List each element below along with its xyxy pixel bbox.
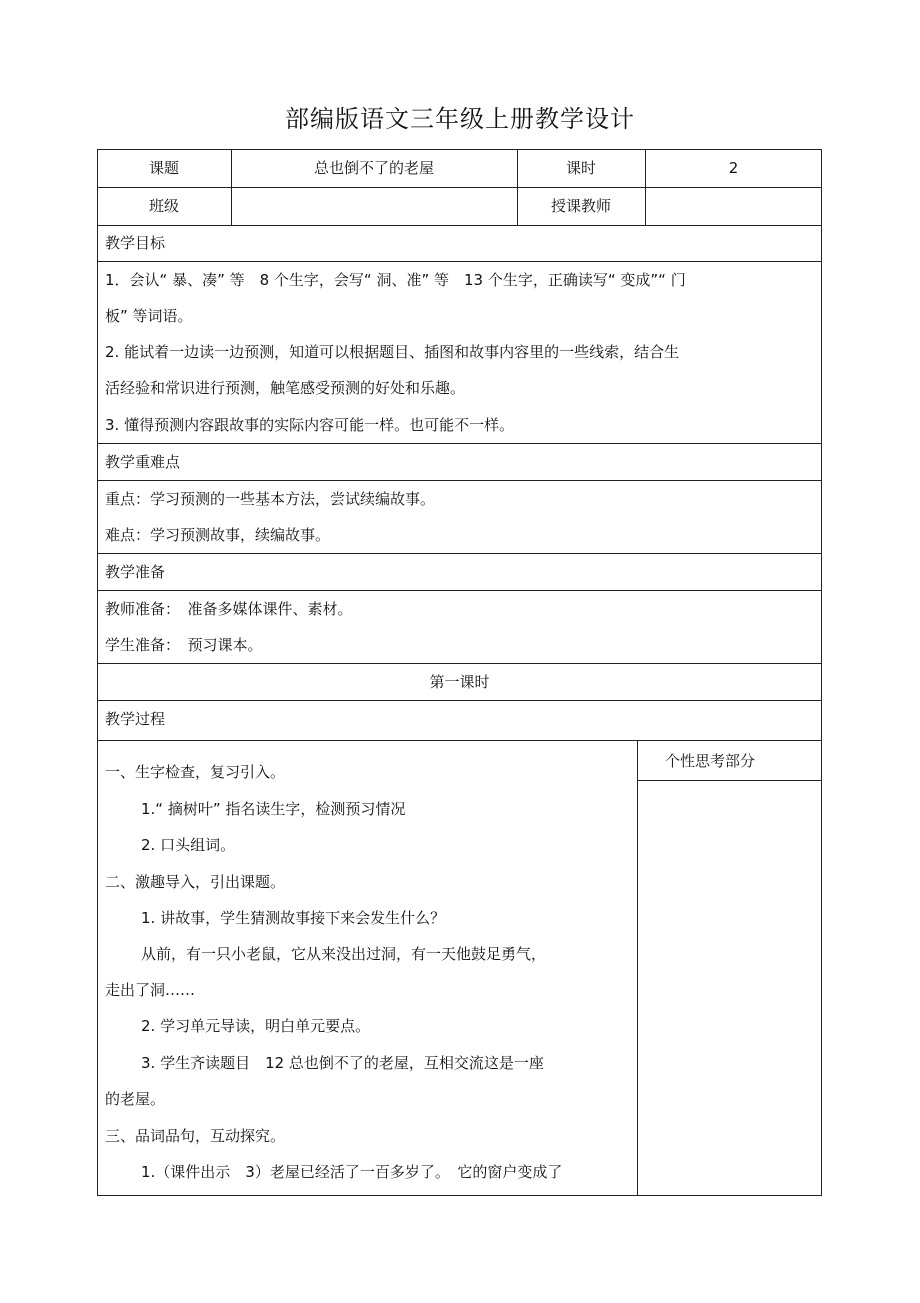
process-line: 2. 学习单元导读，明白单元要点。: [141, 1017, 371, 1035]
row-divider: [97, 261, 822, 262]
key-point-line: 难点：学习预测故事，续编故事。: [105, 526, 331, 544]
row-divider: [97, 225, 822, 226]
row-divider: [97, 590, 822, 591]
process-line: 1.“ 摘树叶” 指名读生字，检测预习情况: [141, 800, 406, 818]
row-divider: [97, 187, 822, 188]
process-line: 一、生字检查，复习引入。: [105, 763, 286, 781]
period-value: 2: [728, 159, 739, 177]
process-line: 从前，有一只小老鼠，它从来没出过洞，有一天他鼓足勇气，: [141, 945, 547, 963]
key-points-heading: 教学重难点: [105, 453, 181, 471]
row-divider: [97, 480, 822, 481]
row-divider: [97, 443, 822, 444]
process-line: 二、激趣导入，引出课题。: [105, 873, 286, 891]
preparation-heading: 教学准备: [105, 563, 166, 581]
class-label: 班级: [148, 197, 179, 215]
side-column-border: [637, 740, 638, 1196]
row-divider: [97, 553, 822, 554]
objective-line: 2. 能试着一边读一边预测，知道可以根据题目、插图和故事内容里的一些线索，结合生: [105, 343, 680, 361]
objective-line: 板” 等词语。: [105, 307, 193, 325]
topic-label: 课题: [148, 159, 179, 177]
page-title: 部编版语文三年级上册教学设计: [285, 105, 635, 133]
objective-line: 1．会认“ 暴、凑” 等 8 个生字，会写“ 洞、准” 等 13 个生字，正确读写“ 变成”“ 门: [105, 271, 686, 289]
row-divider: [97, 663, 822, 664]
process-line: 走出了洞……: [105, 981, 196, 999]
objective-line: 活经验和常识进行预测，触笔感受预测的好处和乐趣。: [105, 379, 466, 397]
period-label: 课时: [565, 159, 596, 177]
side-notes-heading: 个性思考部分: [665, 752, 756, 770]
process-heading: 教学过程: [105, 710, 166, 728]
preparation-line: 教师准备： 准备多媒体课件、素材。: [105, 600, 353, 618]
process-line: 2. 口头组词。: [141, 836, 236, 854]
process-line: 三、品词品句，互动探究。: [105, 1127, 286, 1145]
topic-value: 总也倒不了的老屋: [313, 159, 434, 177]
teacher-label: 授课教师: [550, 197, 611, 215]
process-line: 3. 学生齐读题目 12 总也倒不了的老屋，互相交流这是一座: [141, 1054, 544, 1072]
objective-line: 3. 懂得预测内容跟故事的实际内容可能一样。也可能不一样。: [105, 416, 515, 434]
row-divider: [97, 700, 822, 701]
process-line: 的老屋。: [105, 1090, 166, 1108]
section-title: 第一课时: [429, 673, 490, 691]
objectives-heading: 教学目标: [105, 234, 166, 252]
process-line: 1.（课件出示 3）老屋已经活了一百多岁了。 它的窗户变成了: [141, 1163, 563, 1181]
key-point-line: 重点：学习预测的一些基本方法，尝试续编故事。: [105, 490, 436, 508]
process-line: 1. 讲故事，学生猜测故事接下来会发生什么？: [141, 909, 446, 927]
preparation-line: 学生准备： 预习课本。: [105, 636, 263, 654]
row-divider: [97, 740, 822, 741]
side-column-divider: [637, 780, 822, 781]
